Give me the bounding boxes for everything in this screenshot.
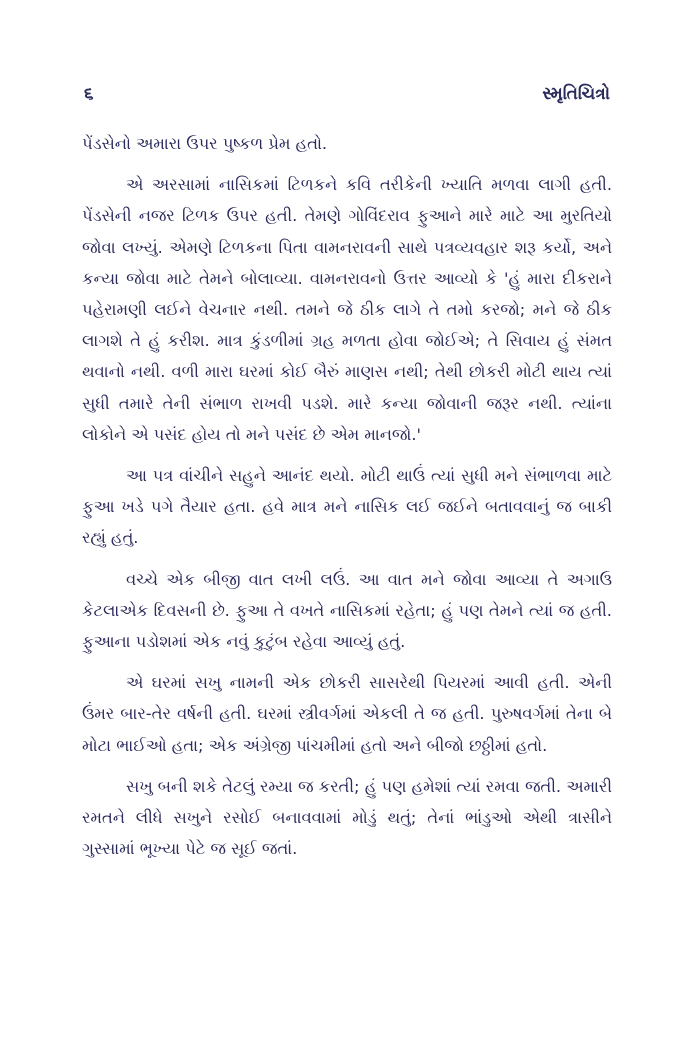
- paragraph: એ અરસામાં નાસિકમાં ટિળકને કવિ તરીકેની ખ્યાતિ મળવા લાગી હતી. પેંડસેની નજર ટિળક ઉપર હતી. તેમણે ગોવિંદરાવ ફુઆને મારે માટે આ મુરતિયો જોવા લખ્યું. એમણે ટિળકના પિતા વામનરાવની સાથે પત્રવ્યવહાર શરૂ કર્યો, અને કન્યા જોવા માટે તેમને બોલાવ્યા. વામનરાવનો ઉત્તર આવ્યો કે 'હું મારા દીકરાને પહેરામણી લઈને વેચનાર નથી. તમને જે ઠીક લાગે તે તમો કરજો; મને જે ઠીક લાગશે તે હું કરીશ. માત્ર કુંડળીમાં ગ્રહ મળતા હોવા જોઈએ; તે સિવાય હું સંમત થવાનો નથી. વળી મારા ઘરમાં કોઈ બૈરું માણસ નથી; તેથી છોકરી મોટી થાય ત્યાં સુધી તમારે તેની સંભાળ રાખવી પડશે. મારે કન્યા જોવાની જરૂર નથી. ત્યાંના લોકોને એ પસંદ હોય તો મને પસંદ છે એમ માનજો.': [82, 175, 612, 444]
- paragraph: એ ઘરમાં સખુ નામની એક છોકરી સાસરેથી પિયરમાં આવી હતી. એની ઉંમર બાર-તેર વર્ષની હતી. ઘરમાં સ્ત્રીવર્ગમાં એકલી તે જ હતી. પુરુષવર્ગમાં તેના બે મોટા ભાઈઓ હતા; એક અંગ્રેજી પાંચમીમાં હતો અને બીજો છઠ્ઠીમાં હતો.: [82, 673, 612, 755]
- body-text: [82, 128, 612, 864]
- paragraph: સખુ બની શકે તેટલું રમ્યા જ કરતી; હું પણ હમેશાં ત્યાં રમવા જતી. અમારી રમતને લીધે સખુને રસોઈ બનાવવામાં મોડું થતું; તેનાં ભાંડુઓ એથી ત્રાસીને ગુસ્સામાં ભૂખ્યા પેટે જ સૂઈ જતાં.: [82, 776, 612, 859]
- page-number: ૬: [84, 84, 94, 104]
- paragraph: પેંડસેનો અમારા ઉપર પુષ્કળ પ્રેમ હતો.: [82, 134, 328, 153]
- paragraph: વચ્ચે એક બીજી વાત લખી લઉં. આ વાત મને જોવા આવ્યા તે અગાઉ કેટલાએક દિવસની છે. ફુઆ તે વખતે નાસિકમાં રહેતા; હું પણ તેમને ત્યાં જ હતી. ફુઆના પડોશમાં એક નવું કુટુંબ રહેવા આવ્યું હતું.: [82, 569, 612, 652]
- page-header: [84, 84, 610, 114]
- running-title: સ્મૃતિચિત્રો: [542, 84, 610, 104]
- paragraph: આ પત્ર વાંચીને સહુને આનંદ થયો. મોટી થાઉં ત્યાં સુધી મને સંભાળવા માટે ફુઆ ખડે પગે તૈયાર હતા. હવે માત્ર મને નાસિક લઈ જઈને બતાવવાનું જ બાકી રહ્યું હતું.: [82, 466, 612, 548]
